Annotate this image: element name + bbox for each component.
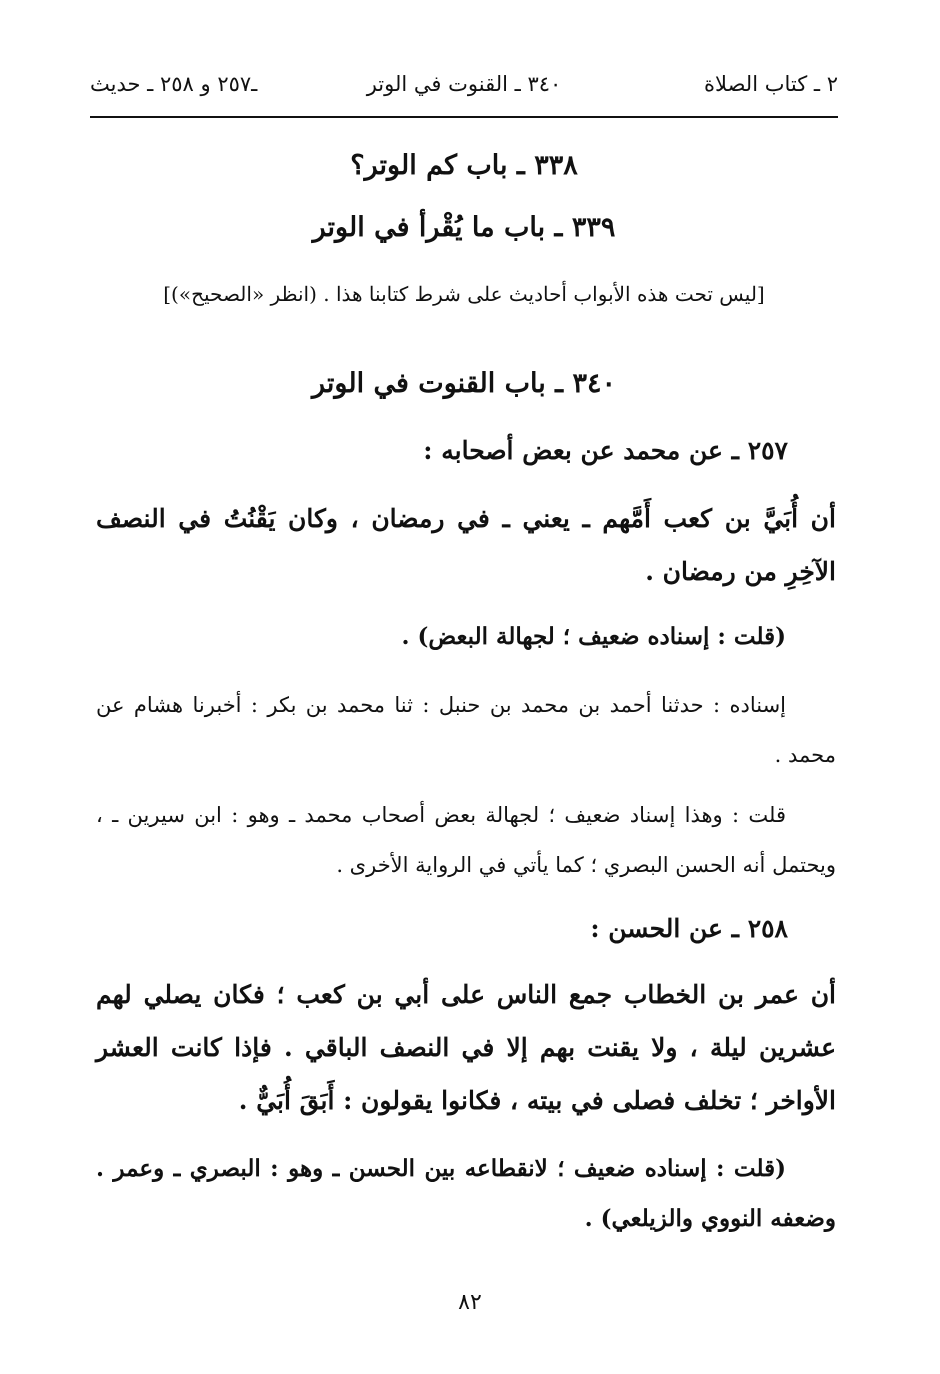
- chapter-339-heading: ٣٣٩ ـ باب ما يُقْرأ في الوتر: [312, 212, 616, 243]
- header-hadith-range: ـ٢٥٧ و ٢٥٨ ـ حديث: [90, 72, 258, 96]
- hadith-258-title: ٢٥٨ ـ عن الحسن :: [590, 914, 788, 943]
- hadith-257-isnad: إسناده : حدثنا أحمد بن محمد بن حنبل : ثنا محمد بن بكر : أخبرنا هشام عن محمد .: [96, 693, 836, 767]
- chapter-340-heading: ٣٤٠ ـ باب القنوت في الوتر: [312, 368, 616, 399]
- hadith-257-title: ٢٥٧ ـ عن محمد عن بعض أصحابه :: [423, 436, 788, 465]
- chapter-note: [ليس تحت هذه الأبواب أحاديث على شرط كتابنا هذا . (انظر «الصحيح»)]: [163, 282, 765, 306]
- header-section: ٣٤٠ ـ القنوت في الوتر: [366, 72, 562, 96]
- chapter-338-heading: ٣٣٨ ـ باب كم الوتر؟: [350, 150, 578, 181]
- hadith-257-ruling: (قلت : إسناده ضعيف ؛ لجهالة البعض) .: [401, 623, 786, 650]
- hadith-258-matn: أن عمر بن الخطاب جمع الناس على أبي بن كعب ؛ فكان يصلي لهم عشرين ليلة ، ولا يقنت بهم إلا في النصف الباقي . فإذا كانت العشر الأواخر ؛ تخلف فصلى في بيته ، فكانوا يقولون : أَبَقَ أُبَيٌّ .: [96, 980, 836, 1115]
- hadith-258-ruling: (قلت : إسناده ضعيف ؛ لانقطاعه بين الحسن ـ وهو : البصري ـ وعمر . وضعفه النووي والزيلعي) .: [96, 1155, 836, 1232]
- hadith-257-matn: أن أُبَيَّ بن كعب أَمَّهم ـ يعني ـ في رمضان ، وكان يَقْنُتُ في النصف الآخِرِ من رمضان .: [96, 504, 836, 586]
- hadith-257-comment: قلت : وهذا إسناد ضعيف ؛ لجهالة بعض أصحاب محمد ـ وهو : ابن سيرين ـ ، ويحتمل أنه الحسن البصري ؛ كما يأتي في الرواية الأخرى .: [96, 803, 836, 877]
- header-chapter: ٢ ـ كتاب الصلاة: [704, 72, 838, 96]
- page-number: ٨٢: [458, 1290, 482, 1315]
- running-header: [90, 72, 838, 118]
